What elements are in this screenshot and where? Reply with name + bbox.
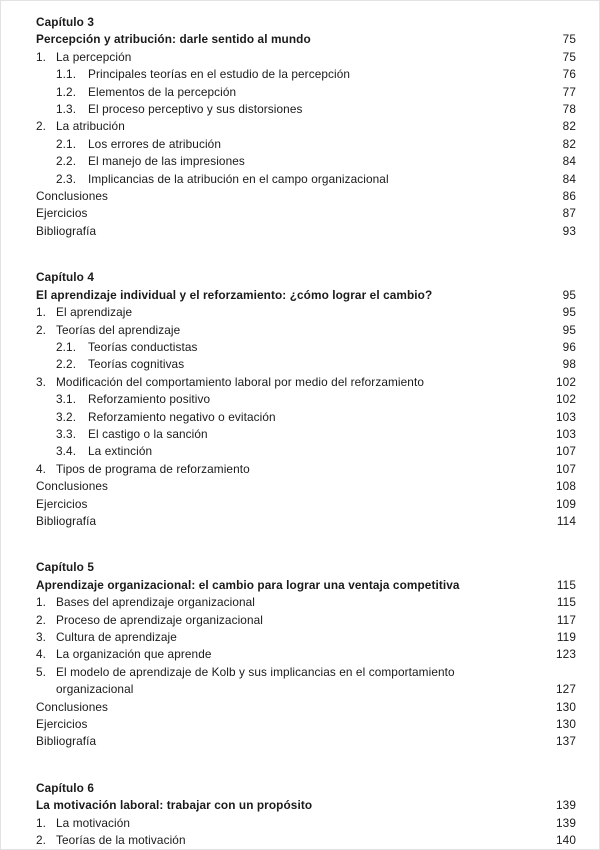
entry-page: 114 xyxy=(556,513,576,528)
chapter-title-page: 95 xyxy=(562,287,576,302)
entry-page: 119 xyxy=(556,630,576,644)
toc-entry xyxy=(36,629,576,646)
entry-text: Elementos de la percepción xyxy=(88,84,237,99)
entry-text: Bibliografía xyxy=(36,223,97,238)
entry-number: 3. xyxy=(36,374,47,389)
entry-text: Teorías de la motivación xyxy=(56,833,186,848)
entry-page: 139 xyxy=(556,815,576,830)
entry-text: El manejo de las impresiones xyxy=(88,154,245,169)
entry-page: 77 xyxy=(562,84,576,99)
entry-text: Ejercicios xyxy=(36,206,88,221)
entry-page: 98 xyxy=(562,357,576,372)
entry-number: 2.1. xyxy=(56,136,77,151)
entry-text: Teorías del aprendizaje xyxy=(56,322,181,337)
entry-text: Implicancias de la atribución en el campo organizacional xyxy=(88,171,389,186)
toc-entry xyxy=(36,322,576,339)
chapter-title-page: 75 xyxy=(562,32,576,47)
entry-text: Cultura de aprendizaje xyxy=(56,630,177,644)
entry-text: El aprendizaje xyxy=(56,305,133,320)
chapter-title-page: 115 xyxy=(556,577,576,592)
entry-page: 82 xyxy=(562,136,576,151)
entry-text: El castigo o la sanción xyxy=(88,426,208,441)
toc-entry xyxy=(36,49,576,66)
toc-entry xyxy=(36,84,576,101)
entry-text: La motivación xyxy=(56,815,131,830)
entry-text: Principales teorías en el estudio de la percepción xyxy=(88,67,351,82)
toc-entry xyxy=(36,832,576,849)
entry-page: 137 xyxy=(556,734,576,749)
chapter-label-row xyxy=(36,14,576,31)
entry-page: 96 xyxy=(562,339,576,354)
entry-page: 102 xyxy=(556,374,576,389)
entry-page: 87 xyxy=(562,206,576,221)
toc-entry xyxy=(36,594,576,611)
entry-page: 140 xyxy=(556,833,576,848)
toc-entry xyxy=(36,496,576,513)
chapter-title: Aprendizaje organizacional: el cambio para lograr una ventaja competitiva xyxy=(36,577,460,592)
entry-number: 1. xyxy=(36,49,47,64)
entry-page: 84 xyxy=(562,154,576,169)
toc-entry xyxy=(36,391,576,408)
entry-page: 127 xyxy=(556,682,576,697)
chapter-title: El aprendizaje individual y el reforzamiento: ¿cómo lograr el cambio? xyxy=(36,287,433,302)
entry-number: 3.3. xyxy=(56,426,77,441)
chapter-block xyxy=(36,14,576,240)
toc-entry xyxy=(36,101,576,118)
entry-page: 115 xyxy=(556,595,576,610)
entry-page: 86 xyxy=(562,189,576,204)
toc-entry xyxy=(36,443,576,460)
entry-text: Conclusiones xyxy=(36,189,109,204)
entry-text: La percepción xyxy=(56,49,132,64)
entry-number: 2.1. xyxy=(56,339,77,354)
entry-page: 84 xyxy=(562,171,576,186)
toc-entry xyxy=(36,188,576,205)
toc-entry xyxy=(36,118,576,135)
entry-number: 4. xyxy=(36,647,47,662)
chapter-title-page: 139 xyxy=(556,798,576,813)
entry-number: 2. xyxy=(36,612,47,627)
toc-entry xyxy=(36,612,576,629)
toc-entry xyxy=(36,304,576,321)
entry-page: 75 xyxy=(562,49,576,64)
toc-entry-continuation xyxy=(36,681,576,698)
toc-entry xyxy=(36,374,576,391)
toc-entry xyxy=(36,223,576,240)
chapter-block xyxy=(36,780,576,850)
entry-number: 1. xyxy=(36,305,47,320)
entry-number: 2. xyxy=(36,322,47,337)
entry-text: Teorías cognitivas xyxy=(88,357,185,372)
entry-page: 107 xyxy=(556,444,576,459)
toc-entry xyxy=(36,646,576,663)
chapter-label: Capítulo 6 xyxy=(36,780,95,795)
toc-entry xyxy=(36,478,576,495)
entry-page: 130 xyxy=(556,699,576,714)
toc-entry xyxy=(36,205,576,222)
entry-page: 123 xyxy=(556,647,576,662)
toc-entry xyxy=(36,409,576,426)
entry-text: Ejercicios xyxy=(36,496,88,511)
chapter-block xyxy=(36,559,576,750)
entry-page: 95 xyxy=(562,322,576,337)
toc-entry xyxy=(36,733,576,750)
entry-text: Bases del aprendizaje organizacional xyxy=(56,595,256,610)
chapter-title: La motivación laboral: trabajar con un propósito xyxy=(36,798,313,813)
entry-text: Reforzamiento negativo o evitación xyxy=(88,409,276,424)
chapter-label: Capítulo 4 xyxy=(36,270,95,285)
entry-page: 102 xyxy=(556,392,576,407)
entry-number: 2.3. xyxy=(56,171,77,186)
chapter-label-row xyxy=(36,780,576,797)
entry-page: 76 xyxy=(562,67,576,82)
entry-text: Ejercicios xyxy=(36,717,88,732)
chapter-title: Percepción y atribución: darle sentido al mundo xyxy=(36,32,311,47)
toc-entry xyxy=(36,356,576,373)
entry-number: 2. xyxy=(36,119,47,134)
entry-text: Proceso de aprendizaje organizacional xyxy=(56,612,264,627)
entry-page: 82 xyxy=(562,119,576,134)
entry-page: 103 xyxy=(556,426,576,441)
entry-page: 78 xyxy=(562,102,576,117)
entry-text: El modelo de aprendizaje de Kolb y sus implicancias en el comportamiento xyxy=(56,664,455,679)
toc-entry xyxy=(36,426,576,443)
toc-entry xyxy=(36,664,576,681)
entry-text: Bibliografía xyxy=(36,734,97,749)
entry-page: 107 xyxy=(556,461,576,476)
toc-entry xyxy=(36,339,576,356)
toc-entry xyxy=(36,171,576,188)
entry-page: 108 xyxy=(556,479,576,494)
entry-number: 1.1. xyxy=(56,67,77,82)
entry-number: 2.2. xyxy=(56,357,77,372)
entry-number: 1.2. xyxy=(56,84,77,99)
entry-number: 3.4. xyxy=(56,444,77,459)
entry-text: La atribución xyxy=(56,119,125,134)
entry-number: 2.2. xyxy=(56,154,77,169)
entry-text: Conclusiones xyxy=(36,699,109,714)
chapter-label: Capítulo 5 xyxy=(36,560,95,575)
entry-text: La extinción xyxy=(88,444,153,459)
entry-number: 5. xyxy=(36,664,47,679)
entry-number: 3.1. xyxy=(56,392,77,407)
entry-page: 130 xyxy=(556,717,576,732)
toc-entry xyxy=(36,461,576,478)
entry-number: 4. xyxy=(36,461,47,476)
entry-page: 95 xyxy=(562,305,576,320)
toc-entry xyxy=(36,699,576,716)
chapter-title-row xyxy=(36,287,576,304)
entry-number: 1. xyxy=(36,595,47,610)
chapter-title-row xyxy=(36,31,576,48)
entry-text: Los errores de atribución xyxy=(88,136,221,151)
chapter-title-row xyxy=(36,797,576,814)
toc-entry xyxy=(36,716,576,733)
entry-number: 2. xyxy=(36,833,47,848)
toc-entry xyxy=(36,513,576,530)
chapter-title-row xyxy=(36,577,576,594)
entry-page: 103 xyxy=(556,409,576,424)
chapter-label: Capítulo 3 xyxy=(36,15,95,29)
entry-page: 109 xyxy=(556,496,576,511)
toc-entry xyxy=(36,815,576,832)
entry-number: 1. xyxy=(36,815,47,830)
toc xyxy=(36,14,576,849)
entry-text: La organización que aprende xyxy=(56,647,212,662)
chapter-block xyxy=(36,269,576,530)
entry-text: Conclusiones xyxy=(36,479,109,494)
entry-text: Bibliografía xyxy=(36,513,97,528)
entry-page: 117 xyxy=(556,612,576,627)
entry-text: El proceso perceptivo y sus distorsiones xyxy=(88,102,303,117)
entry-text-continuation: organizacional xyxy=(56,682,134,697)
chapter-label-row xyxy=(36,269,576,286)
entry-text: Modificación del comportamiento laboral por medio del reforzamiento xyxy=(56,374,424,389)
toc-entry xyxy=(36,136,576,153)
entry-number: 3. xyxy=(36,630,47,644)
chapter-label-row xyxy=(36,559,576,576)
entry-text: Teorías conductistas xyxy=(88,339,198,354)
toc-entry xyxy=(36,66,576,83)
toc-entry xyxy=(36,153,576,170)
entry-text: Tipos de programa de reforzamiento xyxy=(56,461,250,476)
entry-number: 3.2. xyxy=(56,409,77,424)
entry-number: 1.3. xyxy=(56,102,77,117)
entry-page: 93 xyxy=(562,223,576,238)
entry-text: Reforzamiento positivo xyxy=(88,392,211,407)
